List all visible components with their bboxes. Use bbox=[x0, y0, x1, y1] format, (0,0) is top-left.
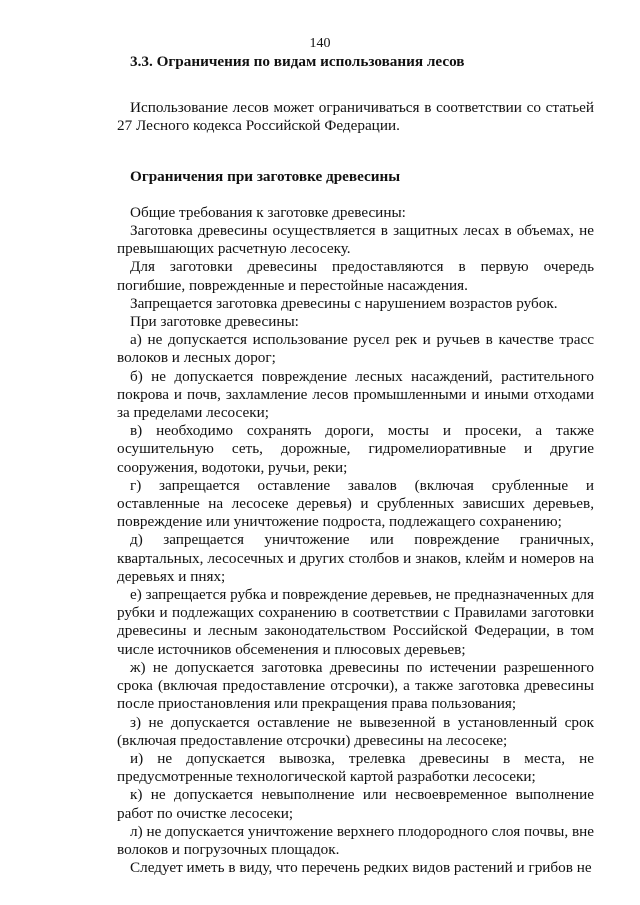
page-number: 140 bbox=[309, 36, 331, 51]
section-heading: 3.3. Ограничения по видам использования лесов bbox=[130, 53, 465, 70]
paragraph-rare-species: Следует иметь в виду, что перечень редких видов растений и грибов не bbox=[130, 859, 592, 877]
list-item-z: з) не допускается оставление не вывезенной в установленный срок (включая предоставление отсрочки) древесины на лесосеке; bbox=[117, 713, 594, 749]
paragraph-general-requirements: Общие требования к заготовке древесины: bbox=[130, 203, 406, 221]
list-item-k: к) не допускается невыполнение или несвоевременное выполнение работ по очистке лесосеки; bbox=[117, 786, 594, 822]
list-item-v: в) необходимо сохранять дороги, мосты и просеки, а также осушительную сеть, дорожные, гидромелиоративные и другие сооружения, водотоки, ручьи, реки; bbox=[117, 422, 594, 476]
list-item-i: и) не допускается вывозка, трелевка древесины в места, не предусмотренные технологической картой разработки лесосеки; bbox=[117, 749, 594, 786]
section-intro bbox=[117, 99, 594, 135]
page-content bbox=[117, 53, 594, 877]
list-item-d: д) запрещается уничтожение или повреждение граничных, квартальных, лесосечных и других столбов и знаков, клейм и номеров на деревьях и пнях; bbox=[117, 531, 594, 585]
subsection-body bbox=[117, 204, 594, 878]
list-item-e: е) запрещается рубка и повреждение деревьев, не предназначенных для рубки и подлежащих сохранению в соответствии с Правилами заготовки древесины и лесным законодательством Российской Федерации, в том числе источников обсеменения и плюсовых деревьев; bbox=[117, 586, 594, 658]
paragraph-priority-stands: Для заготовки древесины предоставляются в первую очередь погибшие, поврежденные и перестойные насаждения. bbox=[117, 258, 594, 294]
paragraph-age-prohibition: Запрещается заготовка древесины с нарушением возрастов рубок. bbox=[130, 294, 558, 312]
list-item-l: л) не допускается уничтожение верхнего плодородного слоя почвы, вне волоков и погрузочных площадок. bbox=[117, 822, 594, 858]
paragraph-protective-forests: Заготовка древесины осуществляется в защитных лесах в объемах, не превышающих расчетную лесосеку. bbox=[117, 222, 594, 258]
list-item-zh: ж) не допускается заготовка древесины по истечении разрешенного срока (включая предоставление отсрочки), а также заготовка древесины после приостановления или прекращения права пользования; bbox=[117, 658, 594, 713]
list-item-g: г) запрещается оставление завалов (включая срубленные и оставленные на лесосеке деревья) и срубленных зависших деревьев, повреждение или уничтожение подроста, подлежащего сохранению; bbox=[117, 476, 594, 531]
intro-paragraph: Использование лесов может ограничиваться в соответствии со статьей 27 Лесного кодекса Российской Федерации. bbox=[117, 99, 594, 135]
list-item-a: а) не допускается использование русел рек и ручьев в качестве трасс волоков и лесных дорог; bbox=[117, 331, 594, 367]
subsection-heading: Ограничения при заготовке древесины bbox=[130, 167, 401, 185]
paragraph-list-intro: При заготовке древесины: bbox=[130, 313, 299, 331]
list-item-b: б) не допускается повреждение лесных насаждений, растительного покрова и почв, захламление лесов промышленными и иными отходами за пределами лесосеки; bbox=[117, 367, 594, 422]
